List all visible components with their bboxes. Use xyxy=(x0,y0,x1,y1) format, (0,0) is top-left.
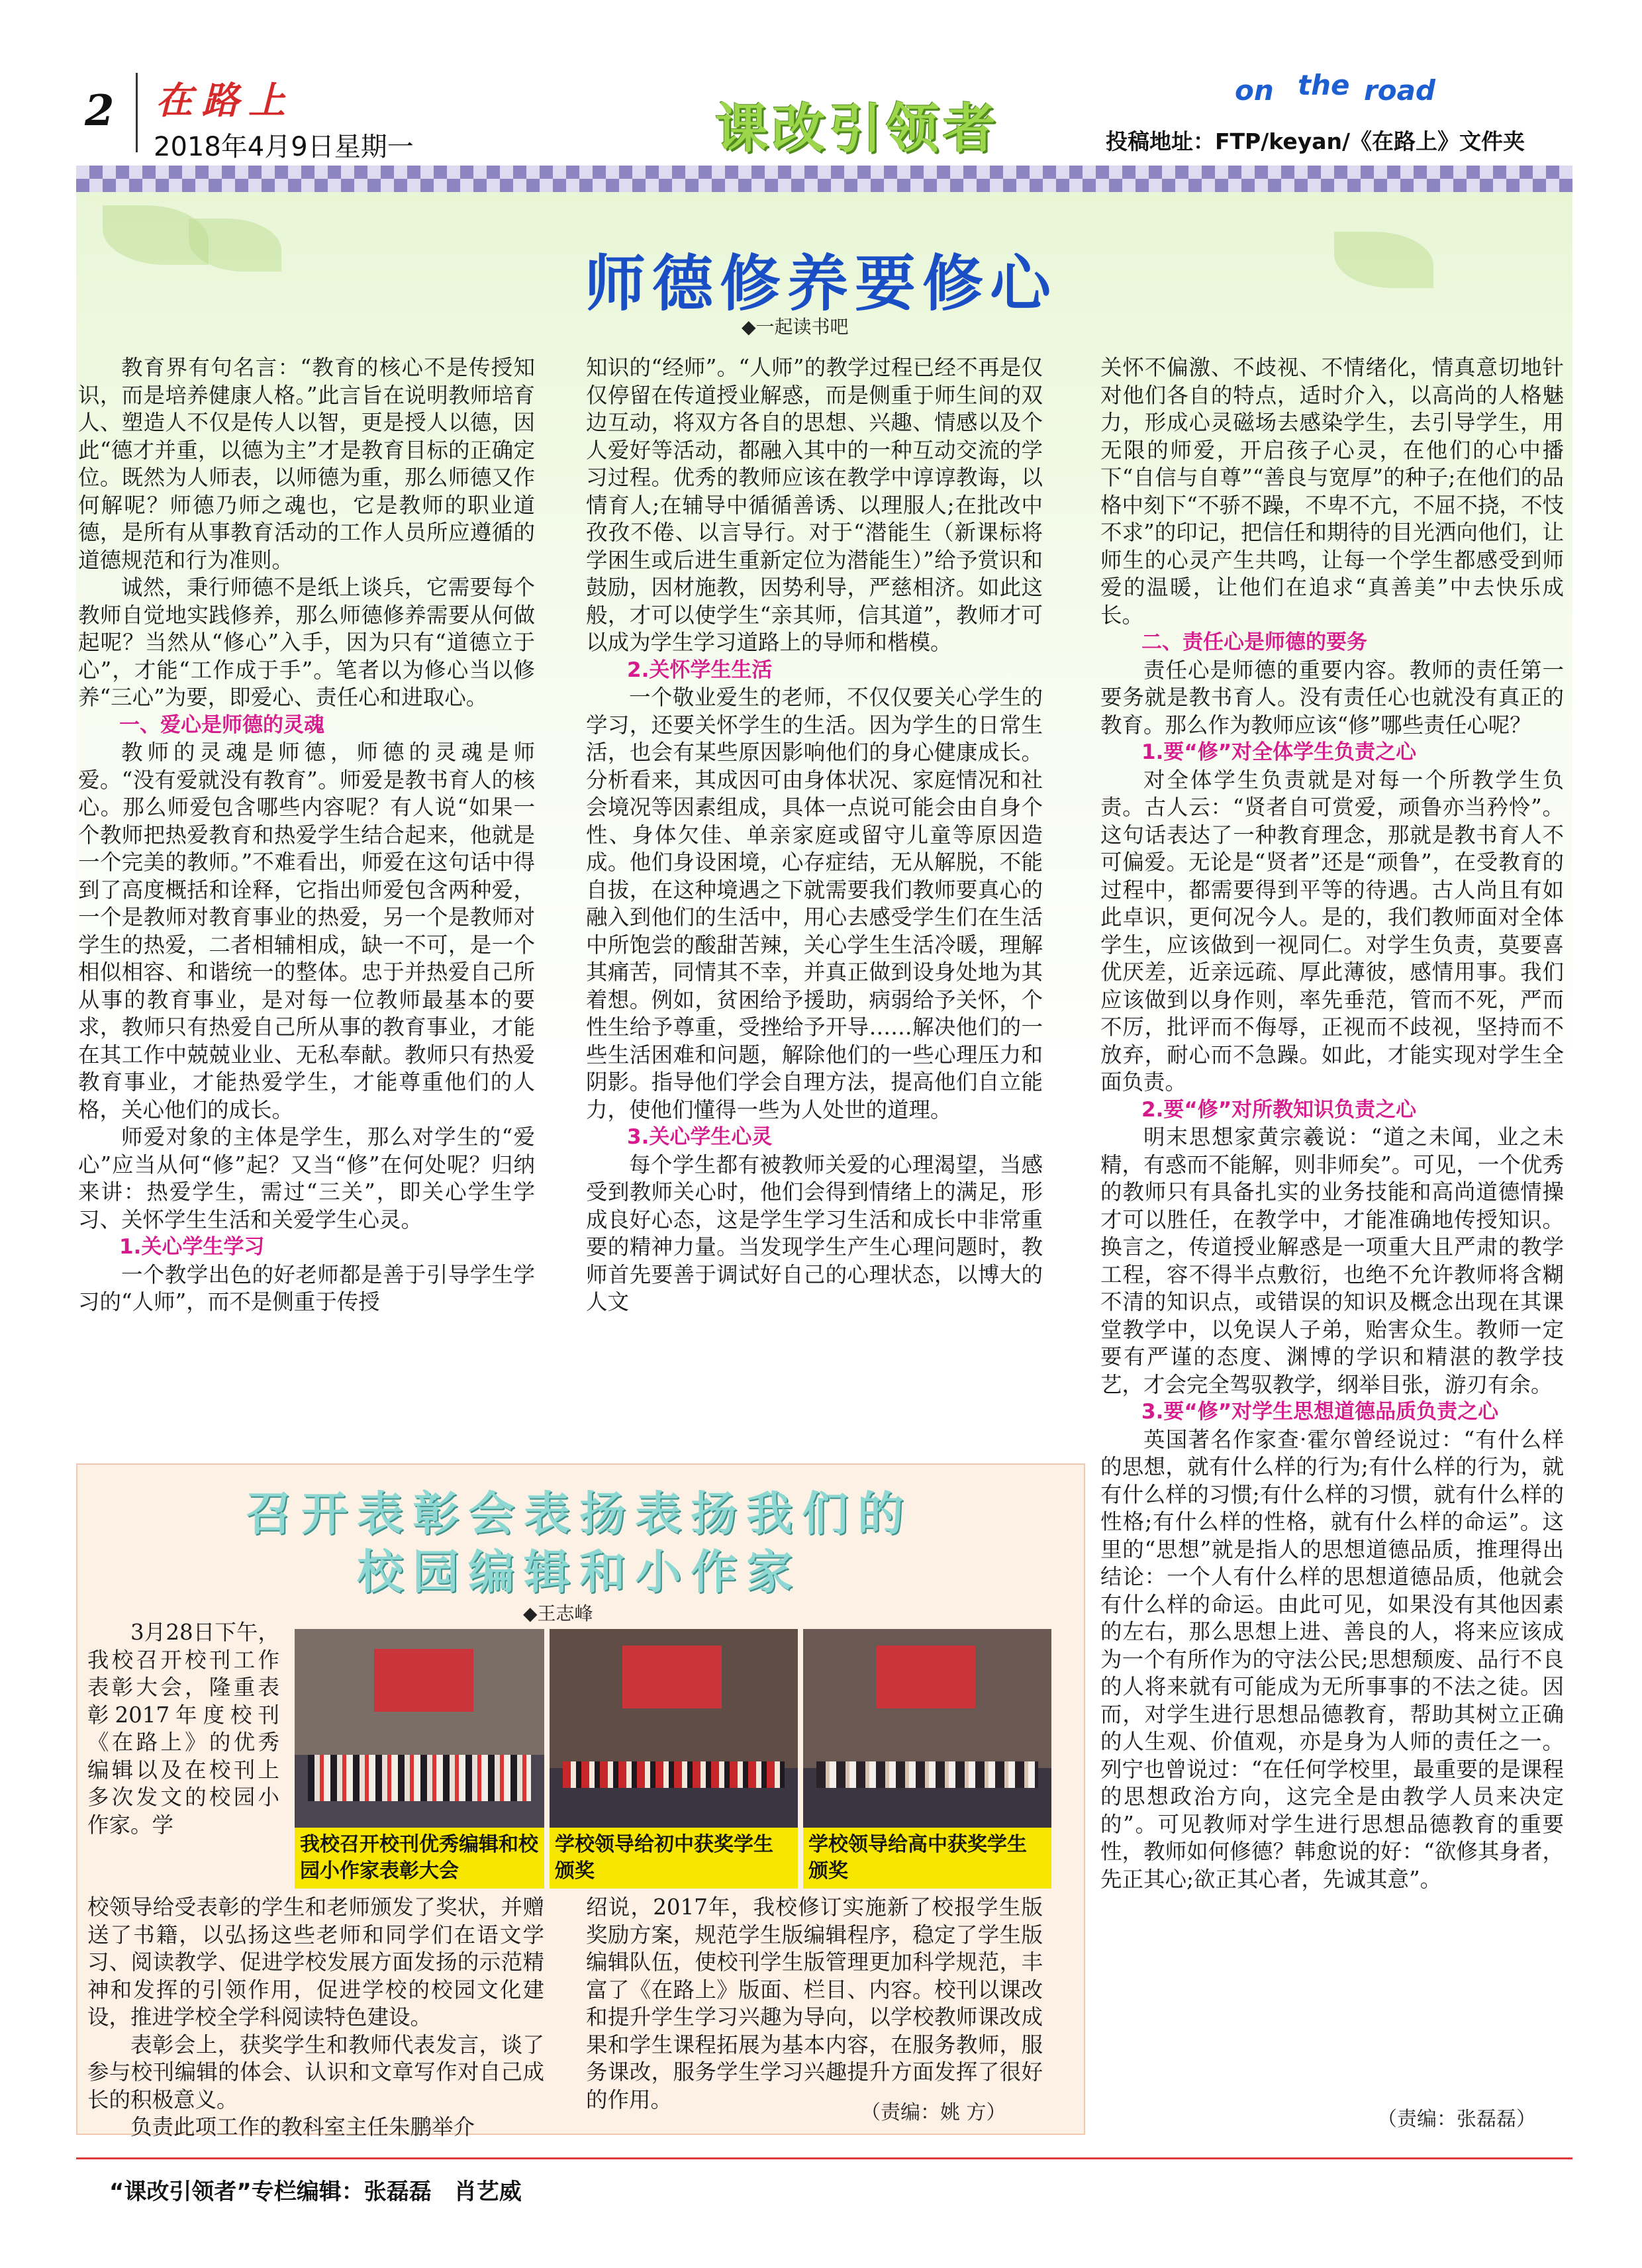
section-heading: 3.关心学生心灵 xyxy=(627,1125,773,1149)
paragraph: 3月28日下午，我校召开校刊工作表彰大会，隆重表彰2017年度校刊《在路上》的优秀编辑以及在校刊上多次发文的校园小作家。学 xyxy=(87,1620,279,1838)
paragraph: 知识的“经师”。“人师”的教学过程已经不再是仅仅停留在传道授业解惑，而是侧重于师生间的双边互动，将双方各自的思想、兴趣、情感以及个人爱好等活动，都融入其中的一种互动交流的学习过程。优秀的教师应该在教学中谆谆教诲，以情育人;在辅导中循循善诱、以理服人;在批改中孜孜不倦、以言导行。对于“潜能生（新课标将学困生或后进生重新定位为潜能生）”给予赏识和鼓励，因材施教，因势利导，严慈相济。如此这般，才可以使学生“亲其师，信其道”，教师才可以成为学生学习道路上的导师和楷模。 xyxy=(586,355,1043,655)
award-article-title: 召开表彰会表扬表扬我们的 xyxy=(246,1487,913,1541)
photo-junior-award xyxy=(550,1629,798,1828)
on-the-road-word: on xyxy=(1235,74,1274,107)
photo-ceremony xyxy=(295,1629,544,1828)
paragraph: 一个教学出色的好老师都是善于引导学生学习的“人师”，而不是侧重于传授 xyxy=(78,1261,535,1314)
paragraph: 负责此项工作的教科室主任朱鹏举介 xyxy=(130,2114,475,2140)
column-name: 课改引领者 xyxy=(715,98,1000,160)
article-column-1 xyxy=(78,354,535,1454)
paragraph: 校领导给受表彰的学生和老师颁发了奖状，并赠送了书籍，以弘扬这些老师和同学们在语文学习、阅读教学、促进学校发展方面发扬的示范精神和发挥的引领作用，促进学校的校园文化建设，推进学校全学科阅读特色建设。 xyxy=(87,1895,544,2030)
paragraph: 教师的灵魂是师德，师德的灵魂是师爱。“没有爱就没有教育”。师爱是教书育人的核心。那么师爱包含哪些内容呢？有人说“如果一个教师把热爱教育和热爱学生结合起来，他就是一个完美的教师。”不难看出，师爱在这句话中得到了高度概括和诠释，它指出师爱包含两种爱，一个是教师对教育事业的热爱，另一个是教师对学生的热爱，二者相辅相成，缺一不可，是一个相似相容、和谐统一的整体。忠于并热爱自己所从事的教育事业，是对每一位教师最基本的要求，教师只有热爱自己所从事的教育事业，才能在其工作中兢兢业业、无私奉献。教师只有热爱教育事业，才能热爱学生，才能尊重他们的人格，关心他们的成长。 xyxy=(78,740,535,1122)
article-column-2 xyxy=(586,354,1043,1454)
award-article-column-1 xyxy=(87,1894,544,2142)
section-heading: 3.要“修”对学生思想道德品质负责之心 xyxy=(1141,1400,1499,1424)
photo-senior-award xyxy=(803,1629,1051,1828)
paragraph: 英国著名作家查·霍尔曾经说过：“有什么样的思想，就有什么样的行为;有什么样的行为，就有什么样的习惯;有什么样的习惯，就有什么样的性格;有什么样的性格，就有什么样的命运”。这里的“思想”就是指人的思想道德品质，推理得出结论：一个人有什么样的思想道德品质，他就会有什么样的命运。由此可见，如果没有其他因素的左右，那么思想上进、善良的人，将来应该成为一个有所作为的守法公民;思想颓废、品行不良的人将来就有可能成为无所事事的不法之徒。因而，对学生进行思想品德教育，帮助其树立正确的人生观、价值观，亦是身为人师的责任之一。列宁也曾说过：“在任何学校里，最重要的是课程的思想政治方向，这完全是由教学人员来决定的”。可见教师对学生进行思想品德教育的重要性，教师如何修德？韩愈说的好：“欲修其身者，先正其心;欲正其心者，先诚其意”。 xyxy=(1100,1426,1564,1892)
paragraph: 师爱对象的主体是学生，那么对学生的“爱心”应当从何“修”起？又当“修”在何处呢？归纳来讲：热爱学生，需过“三关”，即关心学生学习、关怀学生生活和关爱学生心灵。 xyxy=(78,1124,535,1232)
paragraph: 教育界有句名言：“教育的核心不是传授知识，而是培养健康人格。”此言旨在说明教师培育人、塑造人不仅是传人以智，更是授人以德，因此“德才并重，以德为主”才是教育目标的正确定位。既然为人师表，以师德为重，那么师德又作何解呢？师德乃师之魂也，它是教师的职业道德，是所有从事教育活动的工作人员所应遵循的道德规范和行为准则。 xyxy=(78,355,535,573)
editor-credit: （责编：张磊磊） xyxy=(1377,2108,1536,2131)
paragraph: 明末思想家黄宗羲说：“道之未闻，业之未精，有惑而不能解，则非师矣”。可见，一个优秀的教师只有具备扎实的业务技能和高尚道德情操才可以胜任，在教学中，才能准确地传授知识。换言之，传道授业解惑是一项重大且严肃的教学工程，容不得半点敷衍，也绝不允许教师将含糊不清的知识点，或错误的知识及概念出现在其课堂教学中，以免误人子弟，贻害众生。教师一定要有严谨的态度、渊博的学识和精湛的教学技艺，才会完全驾驭教学，纲举目张，游刃有余。 xyxy=(1100,1124,1564,1397)
award-article-column-2 xyxy=(586,1894,1043,2114)
photo-caption: 学校领导给高中获奖学生颁奖 xyxy=(803,1828,1051,1889)
award-article-title: 校园编辑和小作家 xyxy=(357,1545,802,1599)
article-byline: ◆一起读书吧 xyxy=(742,316,849,338)
section-heading: 1.要“修”对全体学生负责之心 xyxy=(1141,740,1417,764)
photo-caption: 我校召开校刊优秀编辑和校园小作家表彰大会 xyxy=(295,1828,544,1889)
page-number: 2 xyxy=(85,86,115,136)
issue-date: 2018年4月9日星期一 xyxy=(154,132,414,162)
paper-name: 在路上 xyxy=(156,79,295,123)
editor-credit: （责编：姚 方） xyxy=(861,2101,1006,2124)
on-the-road-word: road xyxy=(1364,74,1435,107)
article-column-3 xyxy=(1100,354,1564,2109)
paragraph: 绍说，2017年，我校修订实施新了校报学生版奖励方案，规范学生版编辑程序，稳定了学生版编辑队伍，使校刊学生版管理更加科学规范，丰富了《在路上》版面、栏目、内容。校刊以课改和提升学生学习兴趣为导向，以学校教师课改成果和学生课程拓展为基本内容，在服务教师，服务课改，服务学生学习兴趣提升方面发挥了很好的作用。 xyxy=(586,1895,1043,2112)
paragraph: 表彰会上，获奖学生和教师代表发言，谈了参与校刊编辑的体会、认识和文章写作对自己成长的积极意义。 xyxy=(87,2032,544,2112)
header-divider xyxy=(136,73,138,152)
submit-address: 投稿地址：FTP/keyan/《在路上》文件夹 xyxy=(1106,128,1525,154)
section-heading: 一、爱心是师德的灵魂 xyxy=(119,713,324,737)
article-title: 师德修养要修心 xyxy=(584,248,1057,319)
photo-caption: 学校领导给初中获奖学生颁奖 xyxy=(550,1828,798,1889)
checker-border xyxy=(76,166,1572,192)
footer-rule xyxy=(76,2157,1572,2159)
section-heading: 2.关怀学生生活 xyxy=(627,658,773,682)
section-heading: 1.关心学生学习 xyxy=(119,1235,265,1259)
footer-credit: “课改引领者”专栏编辑：张磊磊 肖艺威 xyxy=(109,2179,522,2205)
on-the-road-word: the xyxy=(1298,69,1350,101)
paragraph: 每个学生都有被教师关爱的心理渴望，当感受到教师关心时，他们会得到情绪上的满足，形成良好心态，这是学生学习生活和成长中非常重要的精神力量。当发现学生产生心理问题时，教师首先要善于调试好自己的心理状态，以博大的人文 xyxy=(586,1152,1043,1314)
paragraph: 对全体学生负责就是对每一个所教学生负责。古人云：“贤者自可赏爱，顽鲁亦当矜怜”。这句话表达了一种教育理念，那就是教书育人不可偏爱。无论是“贤者”还是“顽鲁”，在受教育的过程中，都需要得到平等的待遇。古人尚且有如此卓识，更何况今人。是的，我们教师面对全体学生，应该做到一视同仁。对学生负责，莫要喜优厌差，近亲远疏、厚此薄彼，感情用事。我们应该做到以身作则，率先垂范，管而不死，严而不厉，批评而不侮辱，正视而不歧视，坚持而不放弃，耐心而不急躁。如此，才能实现对学生全面负责。 xyxy=(1100,767,1564,1095)
paragraph: 诚然，秉行师德不是纸上谈兵，它需要每个教师自觉地实践修养，那么师德修养需要从何做起呢？当然从“修心”入手，因为只有“道德立于心”，才能“工作成于手”。笔者以为修心当以修养“三心”为要，即爱心、责任心和进取心。 xyxy=(78,575,535,710)
award-article-byline: ◆王志峰 xyxy=(523,1602,593,1624)
paragraph: 关怀不偏激、不歧视、不情绪化，情真意切地针对他们各自的特点，适时介入，以高尚的人格魅力，形成心灵磁场去感染学生，去引导学生，用无限的师爱，开启孩子心灵，在他们的心中播下“自信与自尊”“善良与宽厚”的种子;在他们的品格中刻下“不骄不躁，不卑不亢，不屈不挠，不忮不求”的印记，把信任和期待的目光洒向他们，让师生的心灵产生共鸣，让每一个学生都感受到师爱的温暖，让他们在追求“真善美”中去快乐成长。 xyxy=(1100,355,1564,628)
paragraph: 一个敬业爱生的老师，不仅仅要关心学生的学习，还要关怀学生的生活。因为学生的日常生活，也会有某些原因影响他们的身心健康成长。分析看来，其成因可由身体状况、家庭情况和社会境况等因素组成，具体一点说可能会由自身个性、身体欠佳、单亲家庭或留守儿童等原因造成。他们身设困境，心存症结，无从解脱，不能自拔，在这种境遇之下就需要我们教师要真心的融入到他们的生活中，用心去感受学生们在生活中所饱尝的酸甜苦辣，关心学生生活冷暖，理解其痛苦，同情其不幸，并真正做到设身处地为其着想。例如，贫困给予援助，病弱给予关怀，个性生给予尊重，受挫给予开导……解决他们的一些生活困难和问题，解除他们的一些心理压力和阴影。指导他们学会自理方法，提高他们自立能力，使他们懂得一些为人处世的道理。 xyxy=(586,685,1043,1122)
section-heading: 二、责任心是师德的要务 xyxy=(1141,630,1367,654)
paragraph: 责任心是师德的重要内容。教师的责任第一要务就是教书育人。没有责任心也就没有真正的教育。那么作为教师应该“修”哪些责任心呢？ xyxy=(1100,657,1564,738)
award-article-lead xyxy=(87,1619,279,1839)
section-heading: 2.要“修”对所教知识负责之心 xyxy=(1141,1097,1417,1122)
